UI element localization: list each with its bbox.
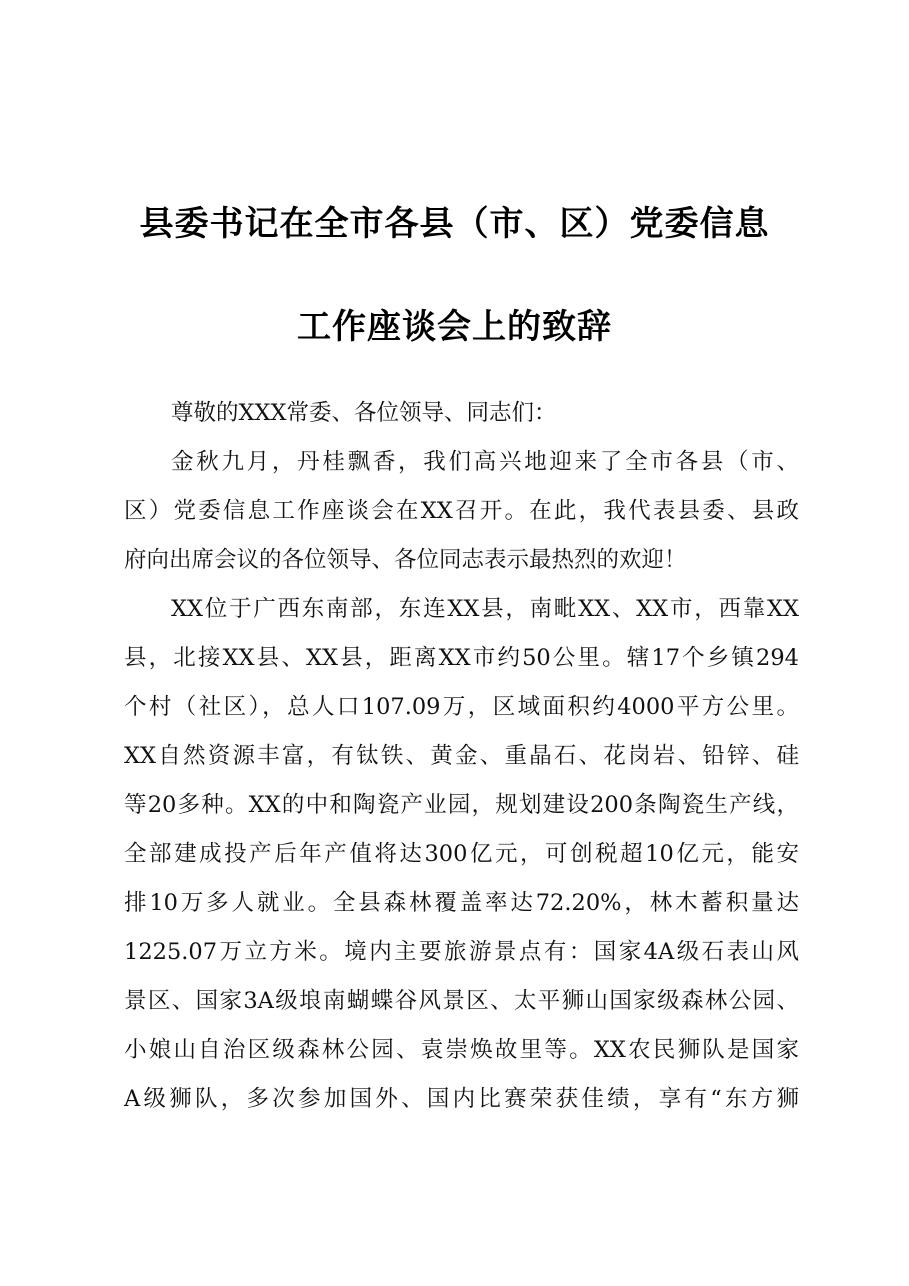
paragraph-line: 区）党委信息工作座谈会在XX召开。在此，我代表县委、县政 — [124, 498, 799, 524]
paragraph-line: 县，北接XX县、XX县，距离XX市约50公里。辖17个乡镇294 — [124, 645, 799, 671]
paragraph-line: 府向出席会议的各位领导、各位同志表示最热烈的欢迎！ — [124, 547, 687, 573]
paragraph-line: 全部建成投产后年产值将达300亿元，可创税超10亿元，能安 — [124, 841, 799, 867]
paragraph-line: 排10万多人就业。全县森林覆盖率达72.20%，林木蓄积量达 — [124, 890, 799, 916]
paragraph-line: 1225.07万立方米。境内主要旅游景点有：国家4A级石表山风 — [124, 939, 799, 965]
paragraph-line: A级狮队，多次参加国外、国内比赛荣获佳绩，享有“东方狮 — [124, 1086, 799, 1112]
paragraph-line: 等20多种。XX的中和陶瓷产业园，规划建设200条陶瓷生产线， — [124, 792, 799, 818]
document-title-line-2: 工作座谈会上的致辞 — [297, 307, 612, 347]
paragraph-line: 小娘山自治区级森林公园、袁崇焕故里等。XX农民狮队是国家 — [124, 1037, 799, 1063]
paragraph-line: XX位于广西东南部，东连XX县，南毗XX、XX市，西靠XX — [171, 596, 799, 622]
paragraph-line: 景区、国家3A级埌南蝴蝶谷风景区、太平狮山国家级森林公园、 — [124, 988, 799, 1014]
paragraph-line: XX自然资源丰富，有钛铁、黄金、重晶石、花岗岩、铅锌、硅 — [124, 743, 799, 769]
paragraph-line: 个村（社区），总人口107.09万，区域面积约4000平方公里。 — [124, 694, 799, 720]
salutation: 尊敬的XXX常委、各位领导、同志们： — [171, 400, 557, 426]
paragraph-line: 金秋九月，丹桂飘香，我们高兴地迎来了全市各县（市、 — [171, 449, 799, 475]
document-title-line-1: 县委书记在全市各县（市、区）党委信息 — [139, 204, 770, 244]
